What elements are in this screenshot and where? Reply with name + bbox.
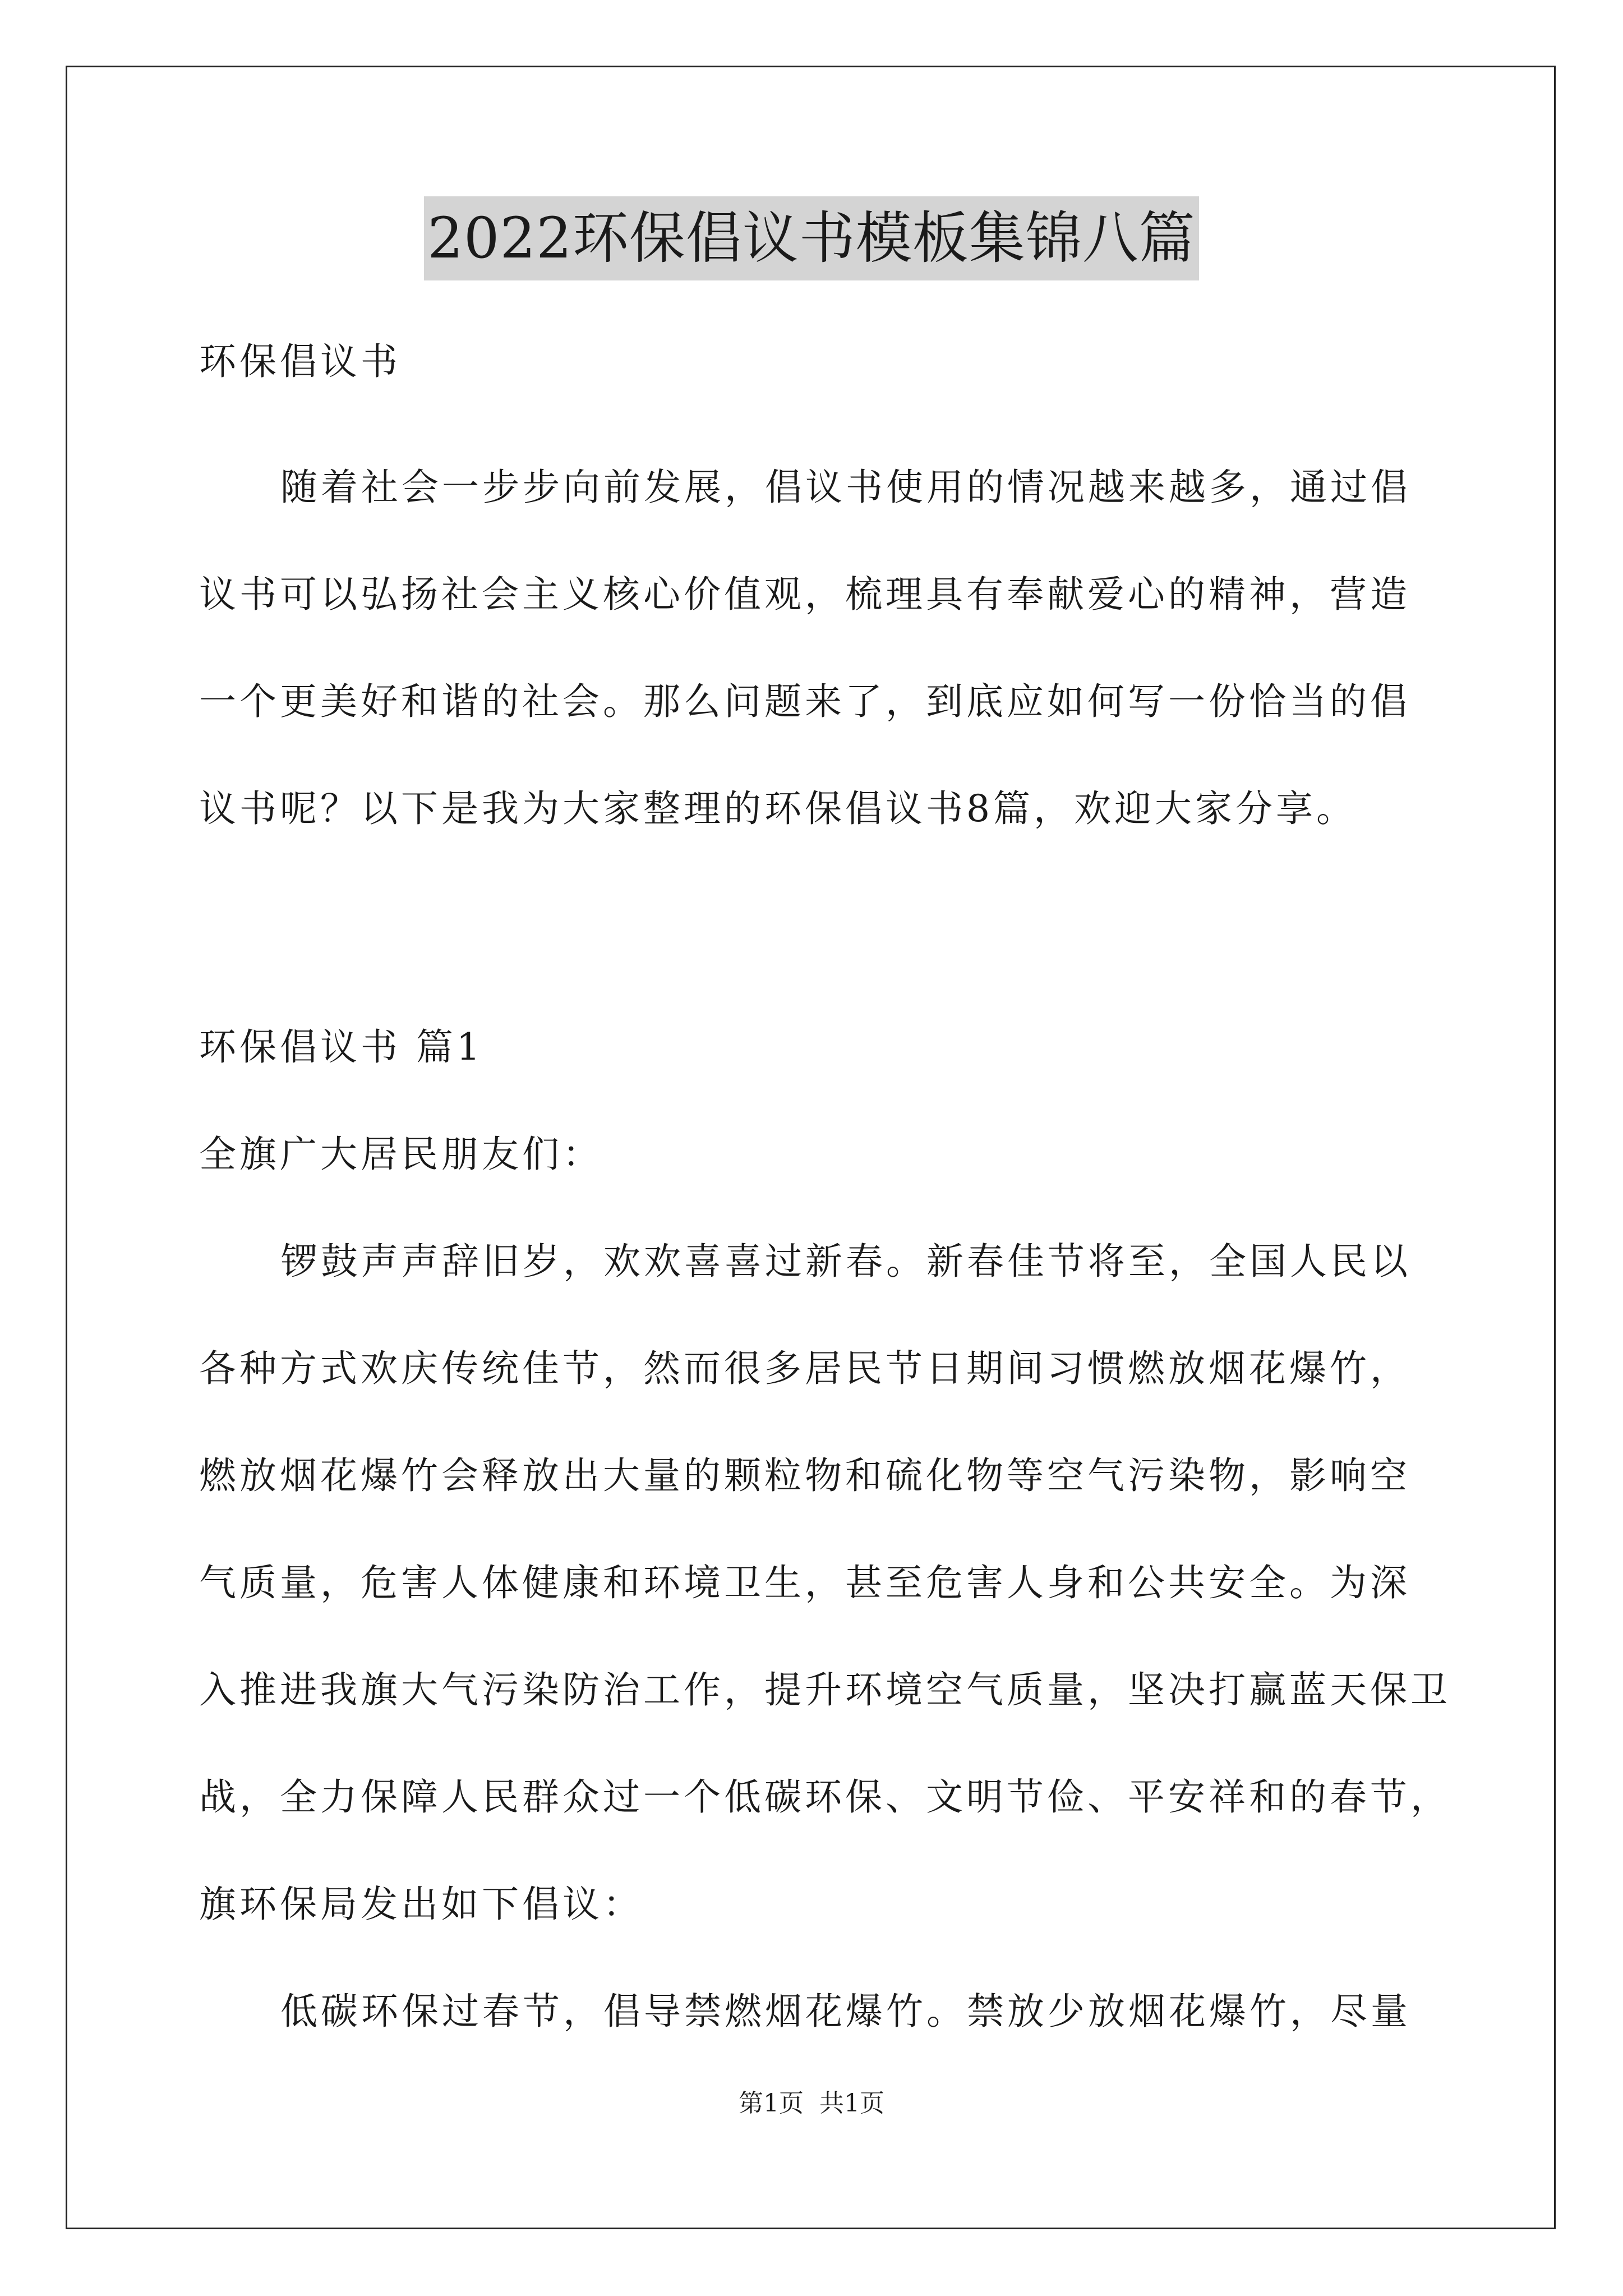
paragraph-line: 入推进我旗大气污染防治工作，提升环境空气质量，坚决打赢蓝天保卫 (199, 1668, 1451, 1711)
paragraph-line: 旗环保局发出如下倡议： (199, 1883, 643, 1926)
page-footer (0, 2087, 1623, 2120)
page-number: 第1页 (739, 2089, 804, 2118)
paragraph-line: 议书呢？以下是我为大家整理的环保倡议书8篇，欢迎大家分享。 (199, 787, 1357, 830)
paragraph-line: 锣鼓声声辞旧岁，欢欢喜喜过新春。新春佳节将至，全国人民以 (280, 1240, 1411, 1283)
paragraph-line: 随着社会一步步向前发展，倡议书使用的情况越来越多，通过倡 (280, 466, 1411, 509)
section-heading: 环保倡议书 篇1 (199, 1025, 483, 1069)
section-heading: 环保倡议书 (199, 340, 401, 383)
title-container (0, 196, 1623, 286)
paragraph-line: 燃放烟花爆竹会释放出大量的颗粒物和硫化物等空气污染物，影响空 (199, 1454, 1410, 1497)
document-title: 2022环保倡议书模板集锦八篇 (424, 196, 1199, 280)
page-total: 共1页 (819, 2089, 884, 2118)
paragraph-line: 战，全力保障人民群众过一个低碳环保、文明节俭、平安祥和的春节， (199, 1775, 1451, 1819)
paragraph-line: 一个更美好和谐的社会。那么问题来了，到底应如何写一份恰当的倡 (199, 680, 1410, 723)
paragraph-line: 各种方式欢庆传统佳节，然而很多居民节日期间习惯燃放烟花爆竹， (199, 1347, 1410, 1390)
paragraph-line: 气质量，危害人体健康和环境卫生，甚至危害人身和公共安全。为深 (199, 1561, 1410, 1604)
paragraph-line: 议书可以弘扬社会主义核心价值观，梳理具有奉献爱心的精神，营造 (199, 573, 1410, 616)
paragraph-line: 低碳环保过春节，倡导禁燃烟花爆竹。禁放少放烟花爆竹，尽量 (280, 1990, 1411, 2033)
salutation: 全旗广大居民朋友们： (199, 1133, 603, 1176)
